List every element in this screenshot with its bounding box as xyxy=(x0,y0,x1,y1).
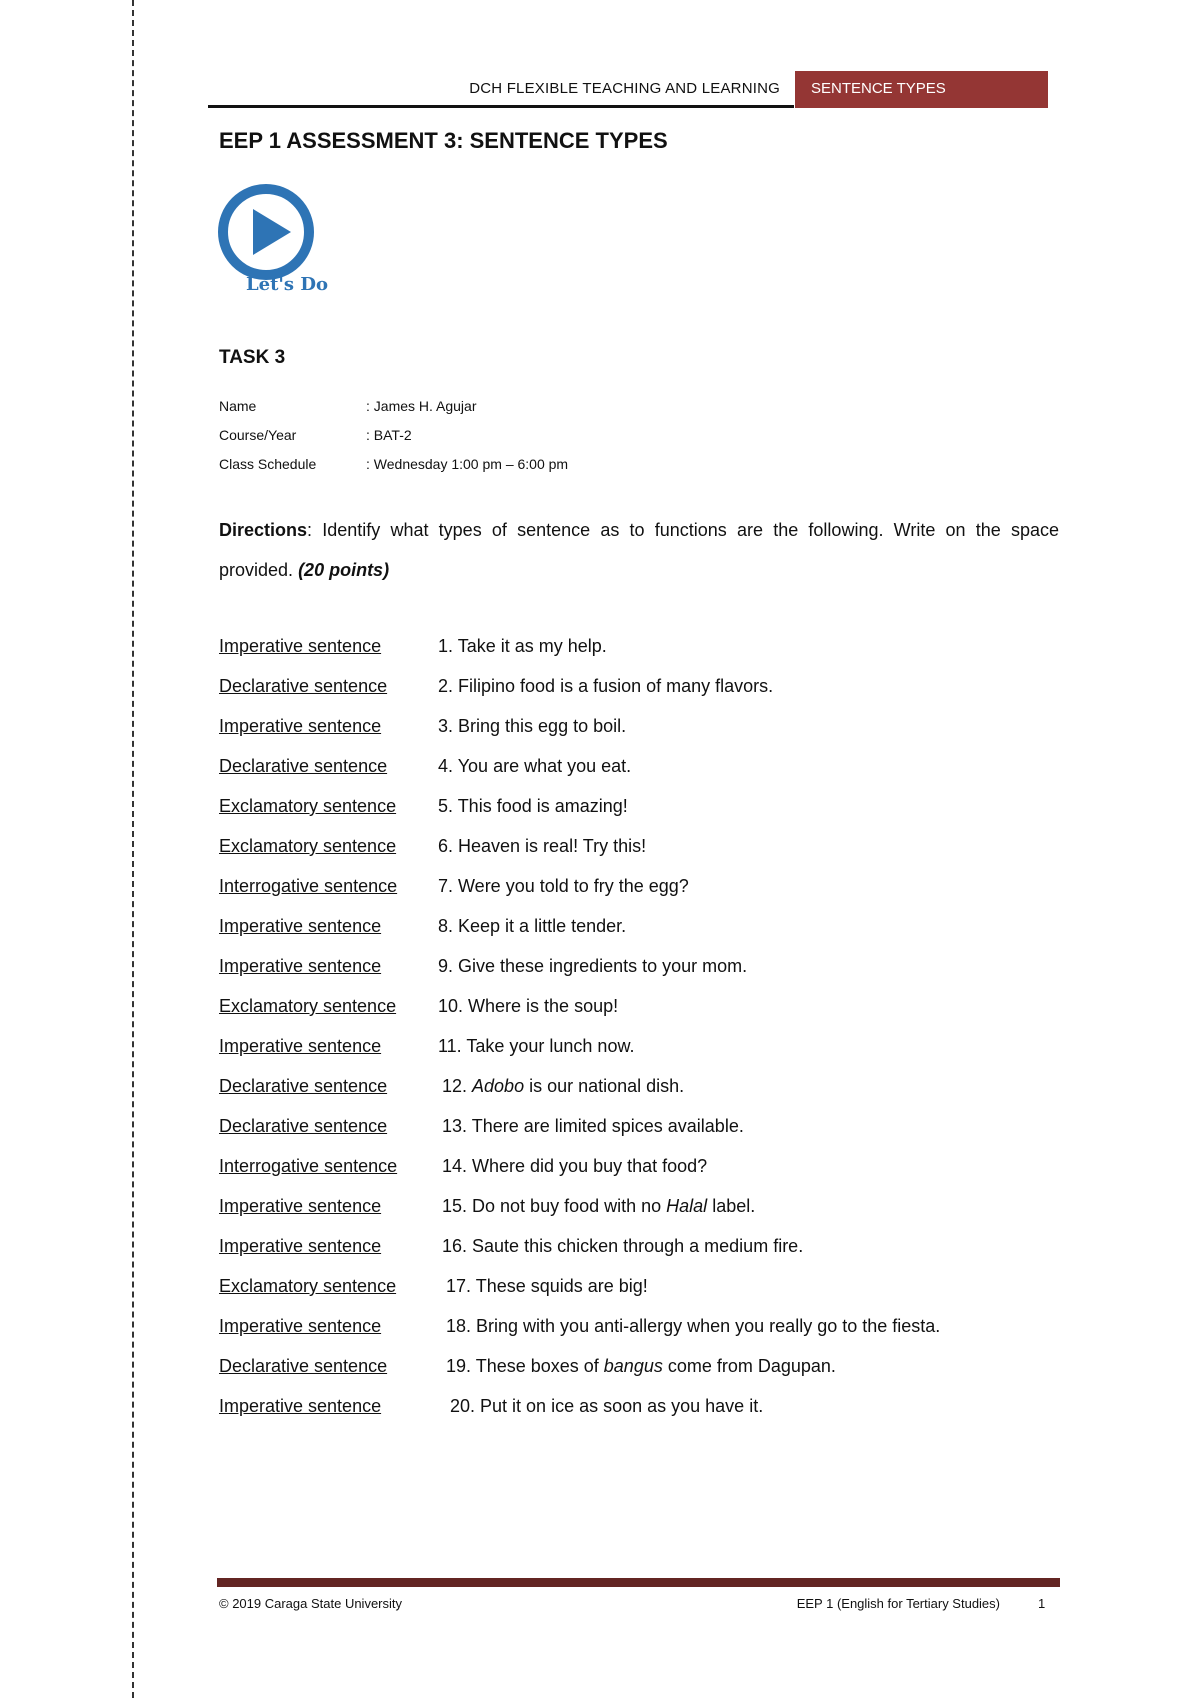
answer-text: Imperative sentence xyxy=(219,1316,382,1336)
question-text: 18. Bring with you anti-allergy when you really go to the fiesta. xyxy=(446,1316,941,1336)
answer-text: Declarative sentence xyxy=(219,1356,388,1376)
answer-text: Imperative sentence xyxy=(219,1236,382,1256)
question-italic: bangus xyxy=(603,1356,663,1376)
question-text: 8. Keep it a little tender. xyxy=(438,916,627,936)
answer-text: Declarative sentence xyxy=(219,1116,388,1136)
answer-text: Imperative sentence xyxy=(219,956,382,976)
answer-text: Imperative sentence xyxy=(219,636,382,656)
question-text: 13. There are limited spices available. xyxy=(442,1116,744,1136)
lets-do-caption: Let's Do xyxy=(246,274,328,295)
question-text xyxy=(442,1196,755,1217)
answer-text: Exclamatory sentence xyxy=(219,836,397,856)
answer-text: Declarative sentence xyxy=(219,676,388,696)
answer-text: Imperative sentence xyxy=(219,916,382,936)
question-text: 11. Take your lunch now. xyxy=(438,1036,635,1056)
question-text: 17. These squids are big! xyxy=(446,1276,648,1296)
question-text: 7. Were you told to fry the egg? xyxy=(438,876,689,896)
question-prefix: 19. These boxes of xyxy=(446,1356,604,1376)
directions-label: Directions xyxy=(219,520,308,540)
info-value: : BAT-2 xyxy=(366,427,412,443)
document-title: EEP 1 ASSESSMENT 3: SENTENCE TYPES xyxy=(219,128,668,153)
footer-divider xyxy=(217,1578,1060,1587)
page-margin-line xyxy=(132,0,134,1698)
header-topic-tab xyxy=(795,71,1048,108)
info-value: : Wednesday 1:00 pm – 6:00 pm xyxy=(366,456,569,472)
question-text: 9. Give these ingredients to your mom. xyxy=(438,956,748,976)
question-text: 16. Saute this chicken through a medium fire. xyxy=(442,1236,804,1256)
answer-text: Imperative sentence xyxy=(219,1396,382,1416)
play-circle-icon xyxy=(216,182,316,282)
question-suffix: is our national dish. xyxy=(524,1076,685,1096)
directions-text: : Identify what types of sentence as to functions are the following. Write on the space provided. xyxy=(219,520,1059,580)
question-text: 10. Where is the soup! xyxy=(438,996,619,1016)
question-text: 2. Filipino food is a fusion of many flavors. xyxy=(438,676,774,696)
question-italic: Halal xyxy=(666,1196,708,1216)
footer-copyright: © 2019 Caraga State University xyxy=(219,1596,403,1611)
task-title: TASK 3 xyxy=(219,347,286,368)
answer-text: Imperative sentence xyxy=(219,1036,382,1056)
answer-text: Declarative sentence xyxy=(219,756,388,776)
question-italic: Adobo xyxy=(472,1076,525,1096)
question-text: 14. Where did you buy that food? xyxy=(442,1156,708,1176)
answer-text: Imperative sentence xyxy=(219,716,382,736)
header-topic-text: SENTENCE TYPES xyxy=(811,80,946,97)
question-text: 3. Bring this egg to boil. xyxy=(438,716,627,736)
question-prefix: 15. Do not buy food with no xyxy=(442,1196,667,1216)
footer-page-number: 1 xyxy=(1038,1596,1046,1611)
page-header xyxy=(208,71,1048,107)
question-text: 6. Heaven is real! Try this! xyxy=(438,836,647,856)
header-program-text: DCH FLEXIBLE TEACHING AND LEARNING xyxy=(469,80,780,97)
question-text: 1. Take it as my help. xyxy=(438,636,607,656)
question-text: 20. Put it on ice as soon as you have it. xyxy=(450,1396,764,1416)
header-left-section xyxy=(208,71,794,108)
question-suffix: come from Dagupan. xyxy=(662,1356,836,1376)
answer-text: Imperative sentence xyxy=(219,1196,382,1216)
question-text: 5. This food is amazing! xyxy=(438,796,628,816)
answer-text: Declarative sentence xyxy=(219,1076,388,1096)
info-label: Course/Year xyxy=(219,427,297,443)
question-suffix: label. xyxy=(707,1196,756,1216)
answer-text: Interrogative sentence xyxy=(219,1156,398,1176)
answer-text: Exclamatory sentence xyxy=(219,1276,397,1296)
info-label: Name xyxy=(219,398,257,414)
answer-text: Exclamatory sentence xyxy=(219,996,397,1016)
directions-paragraph xyxy=(219,510,1059,590)
info-label: Class Schedule xyxy=(219,456,317,472)
directions-points: (20 points) xyxy=(298,560,390,580)
question-prefix: 12. xyxy=(442,1076,473,1096)
question-text xyxy=(446,1356,836,1377)
answer-text: Exclamatory sentence xyxy=(219,796,397,816)
answer-text: Interrogative sentence xyxy=(219,876,398,896)
question-text: 4. You are what you eat. xyxy=(438,756,632,776)
info-value: : James H. Agujar xyxy=(366,398,477,414)
question-text xyxy=(442,1076,684,1097)
footer-course-title: EEP 1 (English for Tertiary Studies) xyxy=(796,1596,1000,1611)
